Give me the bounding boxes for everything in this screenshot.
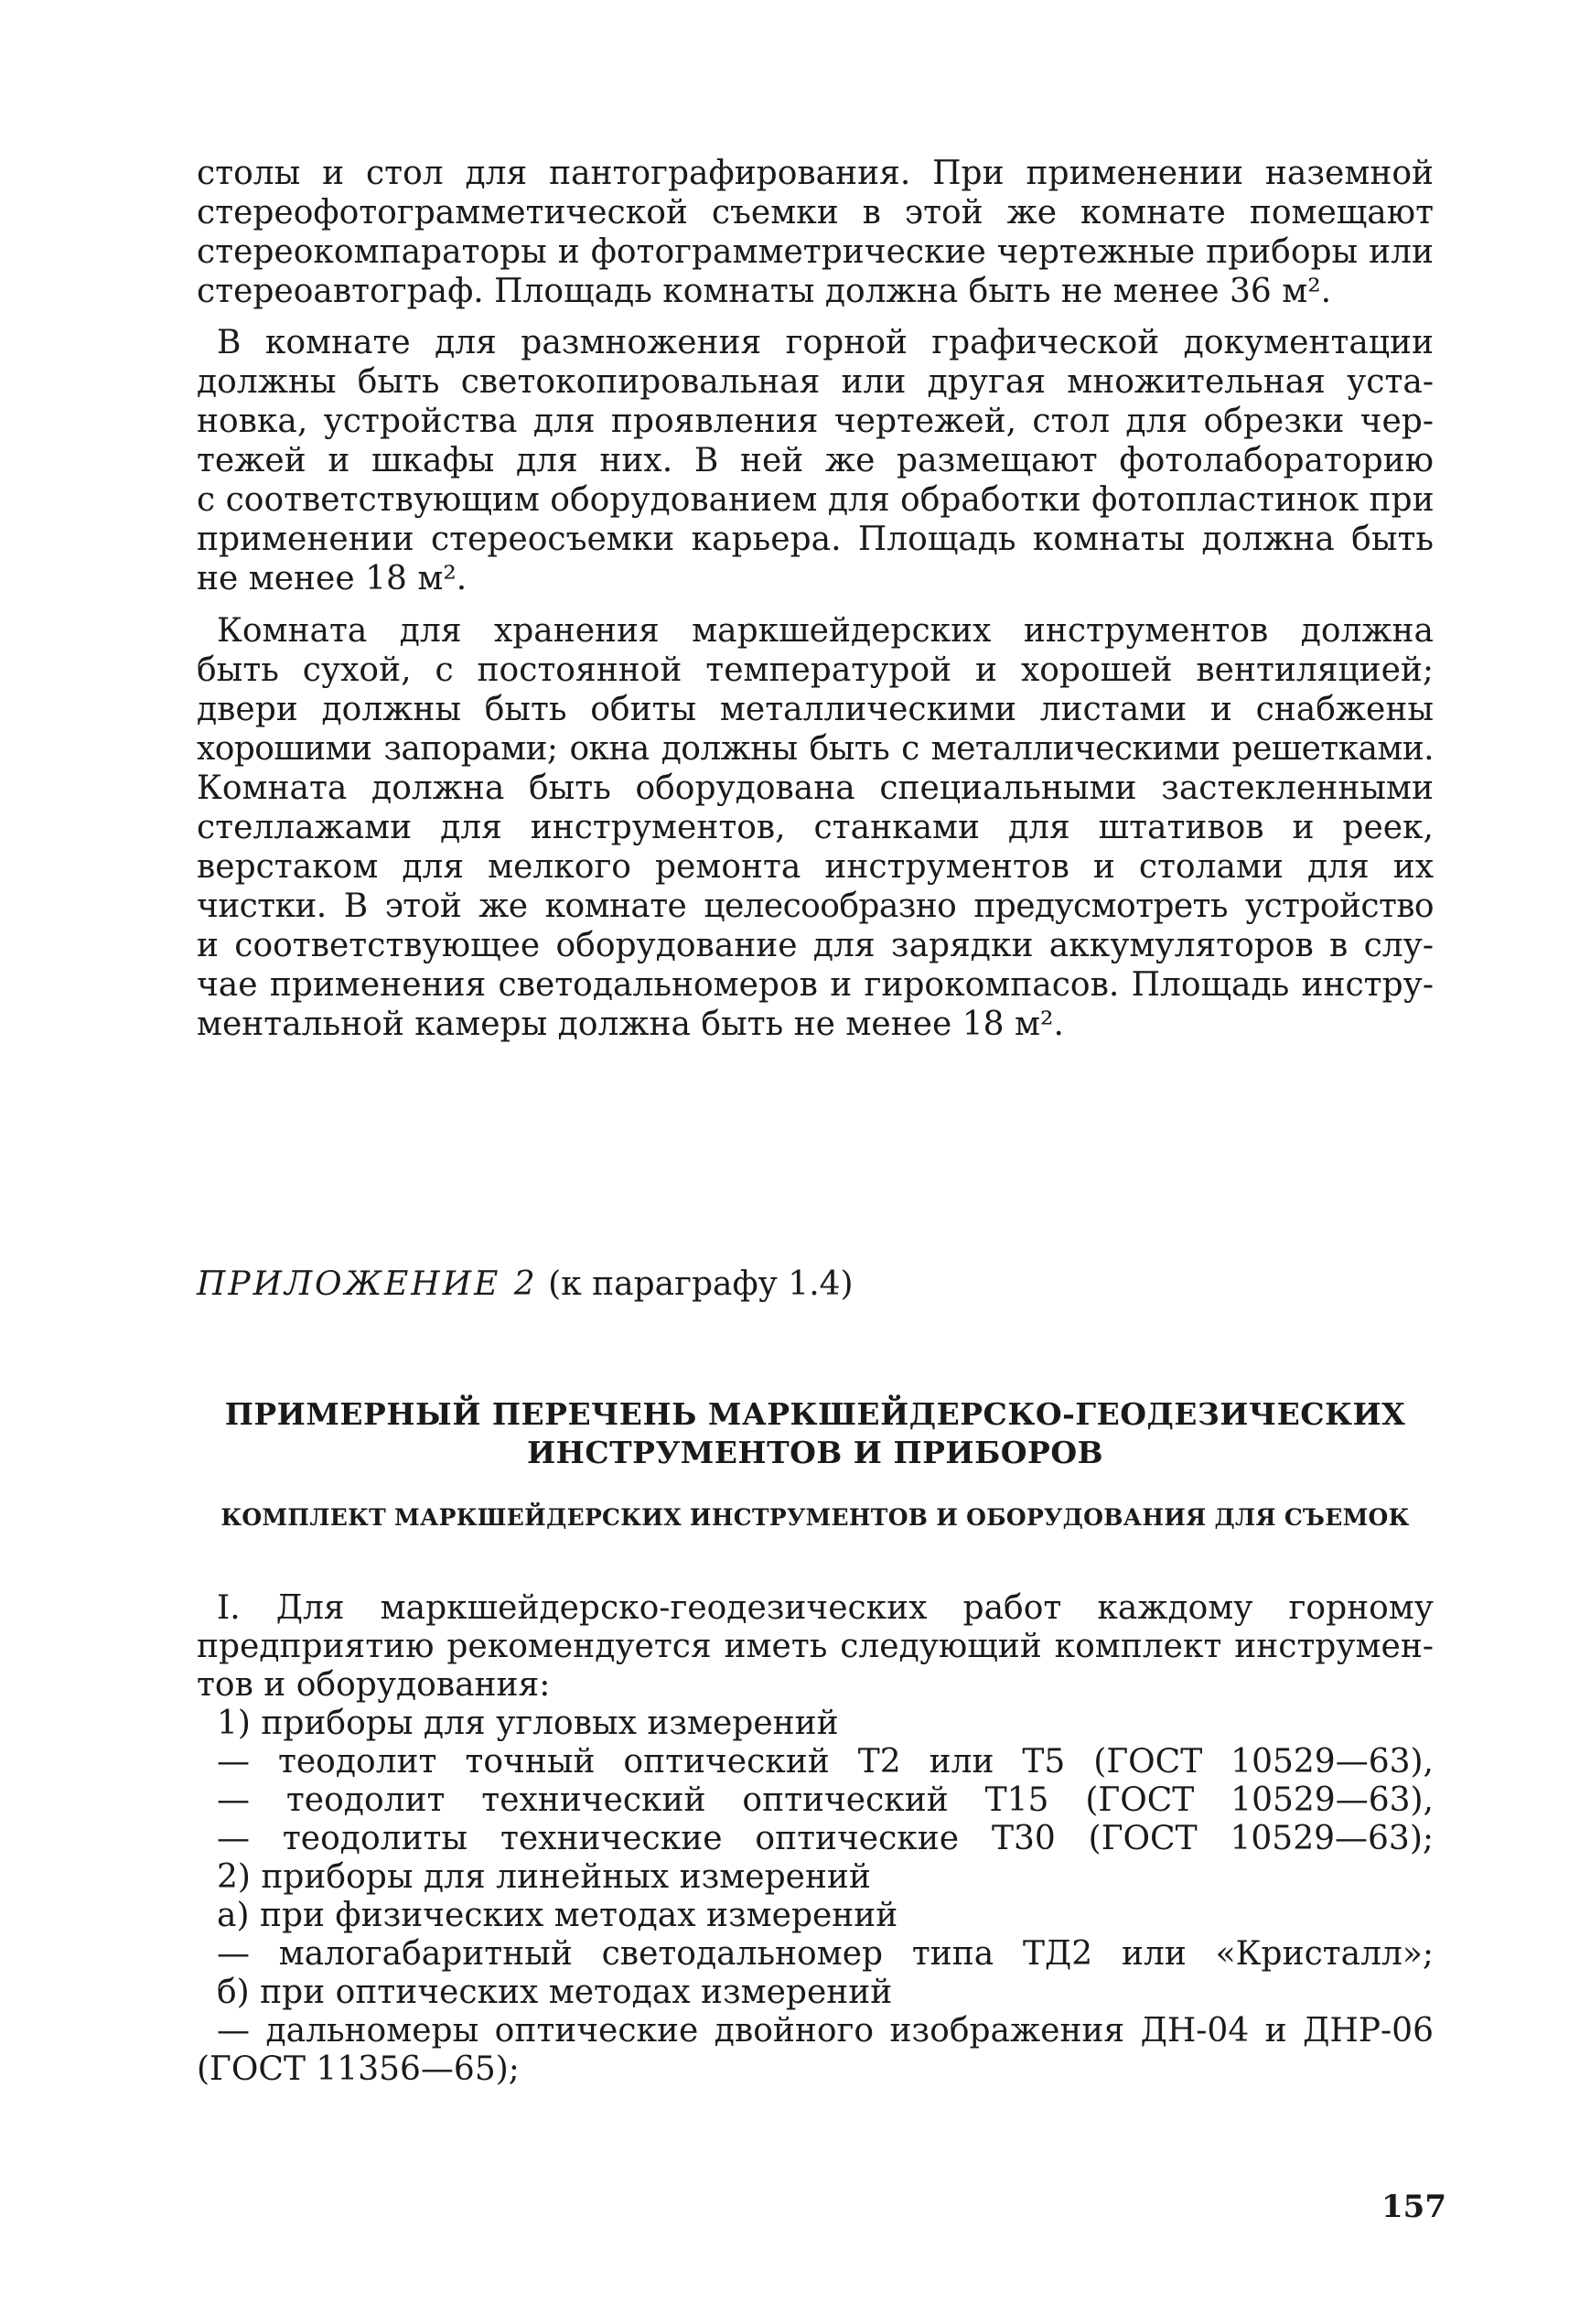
text-line: двери должны быть обиты металлическими листами и снабжены — [197, 691, 1434, 728]
text-line: применении стереосъемки карьера. Площадь комнаты должна быть — [197, 521, 1434, 558]
text-line: Комната для хранения маркшейдерских инструментов должна — [217, 612, 1434, 650]
list-item: (ГОСТ 11356—65); — [197, 2050, 520, 2088]
list-item: 1) приборы для угловых измерений — [217, 1705, 839, 1742]
list-item: а) при физических методах измерений — [217, 1897, 898, 1934]
text-line: чае применения светодальномеров и гирокомпасов. Площадь инстру- — [197, 966, 1434, 1004]
text-line: новка, устройства для проявления чертежей, стол для обрезки чер- — [197, 403, 1434, 440]
list-item: — малогабаритный светодальномер типа ТД2 или «Кристалл»; — [217, 1935, 1434, 1973]
text-line: хорошими запорами; окна должны быть с металлическими решетками. — [197, 730, 1434, 768]
instrument-list — [197, 1589, 1434, 2089]
text-line: быть сухой, с постоянной температурой и хорошей вентиляцией; — [197, 651, 1434, 689]
appendix-reference: (к параграфу 1.4) — [548, 1265, 854, 1303]
text-line: стеллажами для инструментов, станками для штативов и реек, — [197, 809, 1434, 846]
text-line: и соответствующее оборудование для зарядки аккумуляторов в слу- — [197, 927, 1434, 964]
list-intro-line: предприятию рекомендуется иметь следующий комплект инструмен- — [197, 1628, 1434, 1665]
text-line: стереокомпараторы и фотограмметрические чертежные приборы или — [197, 233, 1434, 271]
text-line: столы и стол для пантографирования. При применении наземной — [197, 155, 1434, 192]
text-line: верстаком для мелкого ремонта инструментов и столами для их — [197, 848, 1434, 886]
list-item: б) при оптических методах измерений — [217, 1974, 893, 2011]
list-intro-line: тов и оборудования: — [197, 1666, 551, 1704]
paragraph-instrument-room — [197, 611, 1434, 1044]
text-line: В комнате для размножения горной графической документации — [217, 324, 1434, 361]
appendix-label — [197, 1264, 854, 1304]
text-line: тежей и шкафы для них. В ней же размещают фотолабораторию — [197, 442, 1434, 479]
heading-line-2: ИНСТРУМЕНТОВ И ПРИБОРОВ — [526, 1435, 1104, 1470]
page-number: 157 — [1381, 2189, 1446, 2225]
text-line: ментальной камеры должна быть не менее 18 м². — [197, 1006, 1064, 1043]
list-intro-line: I. Для маркшейдерско-геодезических работ каждому горному — [217, 1589, 1434, 1627]
list-item: — дальномеры оптические двойного изображения ДН-04 и ДНР-06 — [217, 2012, 1434, 2050]
list-item: — теодолиты технические оптические Т30 (ГОСТ 10529—63); — [217, 1820, 1434, 1857]
text-line: не менее 18 м². — [197, 560, 467, 597]
appendix-heading — [197, 1395, 1434, 1472]
text-line: должны быть светокопировальная или другая множительная уста- — [197, 363, 1434, 401]
heading-line-1: ПРИМЕРНЫЙ ПЕРЕЧЕНЬ МАРКШЕЙДЕРСКО-ГЕОДЕЗИЧЕСКИХ — [224, 1396, 1406, 1432]
appendix-title: ПРИЛОЖЕНИЕ 2 — [197, 1265, 538, 1303]
text-line: чистки. В этой же комнате целесообразно предусмотреть устройство — [197, 888, 1434, 925]
paragraph-reproduction-room — [197, 323, 1434, 598]
list-item: 2) приборы для линейных измерений — [217, 1858, 871, 1896]
paragraph-continuation — [197, 154, 1434, 311]
text-line: стереоавтограф. Площадь комнаты должна быть не менее 36 м². — [197, 273, 1332, 310]
list-item: — теодолит точный оптический Т2 или Т5 (ГОСТ 10529—63), — [217, 1743, 1434, 1781]
text-line: стереофотограмметической съемки в этой же комнате помещают — [197, 194, 1434, 231]
list-item: — теодолит технический оптический Т15 (ГОСТ 10529—63), — [217, 1781, 1434, 1819]
text-line: с соответствующим оборудованием для обработки фотопластинок при — [197, 481, 1435, 519]
text-line: Комната должна быть оборудована специальными застекленными — [197, 769, 1434, 807]
appendix-subheading: КОМПЛЕКТ МАРКШЕЙДЕРСКИХ ИНСТРУМЕНТОВ И ОБОРУДОВАНИЯ ДЛЯ СЪЕМОК — [220, 1504, 1410, 1531]
